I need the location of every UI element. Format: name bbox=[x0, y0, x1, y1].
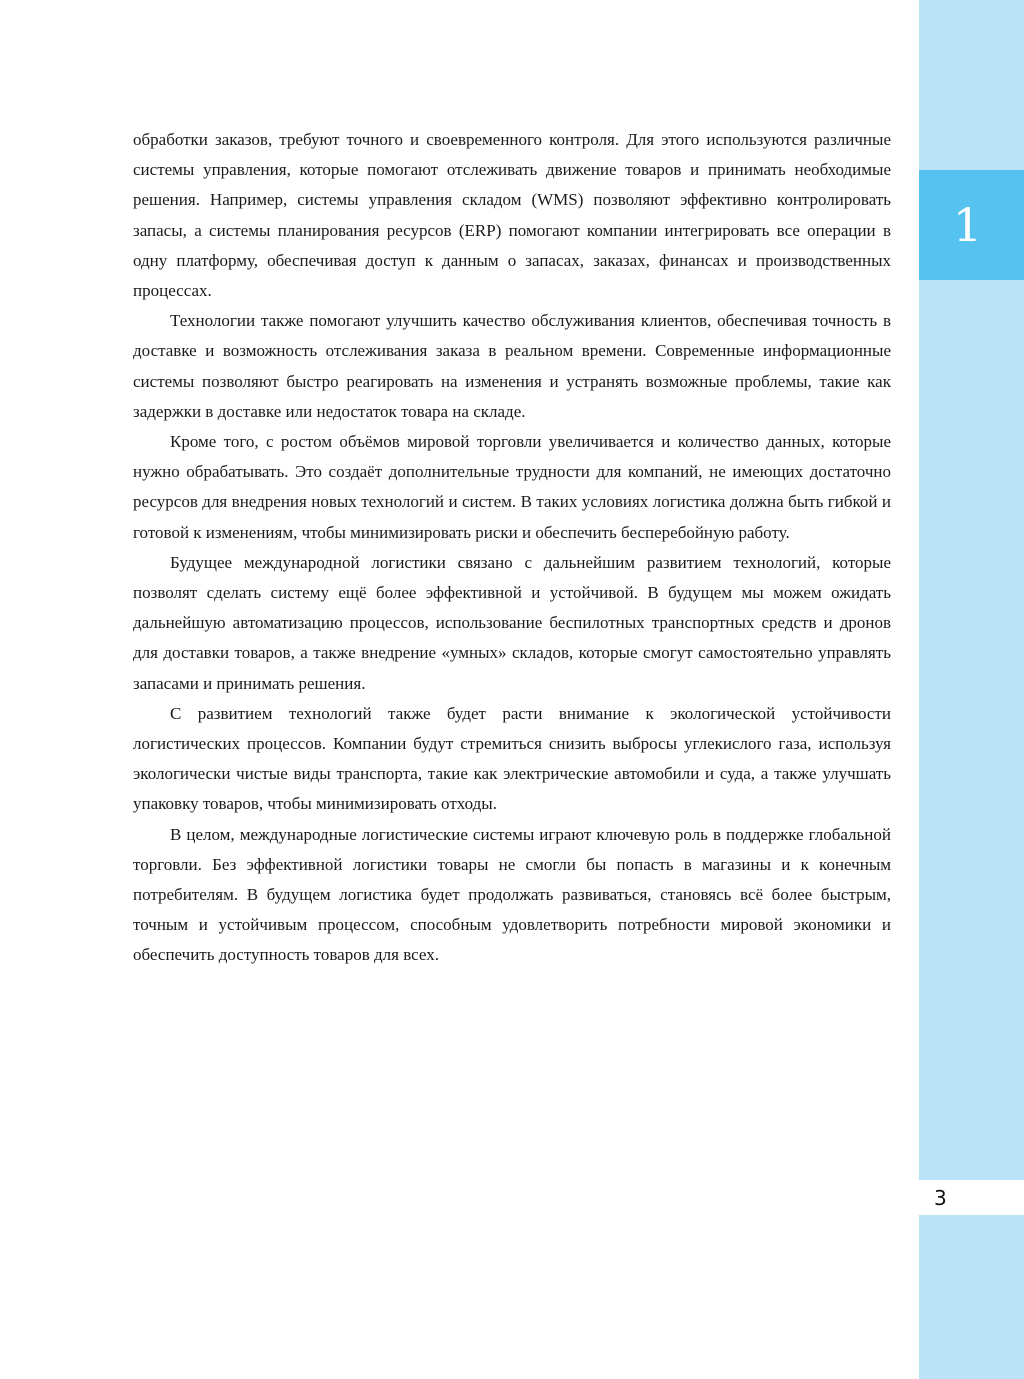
paragraph-data-growth: Кроме того, с ростом объёмов мировой торговли увеличивается и количество данных, которые нужно обрабатывать. Это создаёт дополнительные трудности для компаний, не имеющих достаточно ресурсов для внедрения новых технологий и систем. В таких условиях логистика должна быть гибкой и готовой к изменениям, чтобы минимизировать риски и обеспечить бесперебойную работу. bbox=[133, 432, 891, 542]
paragraph-future: Будущее международной логистики связано с дальнейшим развитием технологий, которые позволят сделать систему ещё более эффективной и устойчивой. В будущем мы можем ожидать дальнейшую автоматизацию процессов, использование беспилотных транспортных средств и дронов для доставки товаров, а также внедрение «умных» складов, которые смогут самостоятельно управлять запасами и принимать решения. bbox=[133, 552, 891, 693]
page-number: 3 bbox=[934, 1185, 947, 1210]
chapter-tab bbox=[919, 170, 1024, 280]
paragraph-conclusion: В целом, международные логистические системы играют ключевую роль в поддержке глобальной торговли. Без эффективной логистики товары не смогли бы попасть в магазины и к конечным потребителям. В будущем логистика будет продолжать развиваться, становясь всё более быстрым, точным и устойчивым процессом, способным удовлетворить потребности мировой экономики и обеспечить доступность товаров для всех. bbox=[133, 824, 891, 965]
paragraph-ecology: С развитием технологий также будет расти внимание к экологической устойчивости логистических процессов. Компании будут стремиться снизить выбросы углекислого газа, используя экологически чистые виды транспорта, такие как электрические автомобили и суда, а также улучшать упаковку товаров, чтобы минимизировать отходы. bbox=[133, 703, 891, 814]
chapter-number: 1 bbox=[952, 198, 983, 252]
paragraph-technologies: Технологии также помогают улучшить качество обслуживания клиентов, обеспечивая точность в доставке и возможность отслеживания заказа в реальном времени. Современные информационные системы позволяют быстро реагировать на изменения и устранять возможные проблемы, такие как задержки в доставке или недостаток товара на складе. bbox=[133, 311, 891, 421]
body-text bbox=[133, 125, 891, 971]
paragraph-continuation: обработки заказов, требуют точного и своевременного контроля. Для этого используются различные системы управления, которые помогают отслеживать движение товаров и принимать необходимые решения. Например, системы управления складом (WMS) позволяют эффективно контролировать запасы, а системы планирования ресурсов (ERP) помогают компании интегрировать все операции в одну платформу, обеспечивая доступ к данным о запасах, заказах, финансах и производственных процессах. bbox=[133, 130, 891, 301]
page-number-box bbox=[919, 1180, 1024, 1215]
